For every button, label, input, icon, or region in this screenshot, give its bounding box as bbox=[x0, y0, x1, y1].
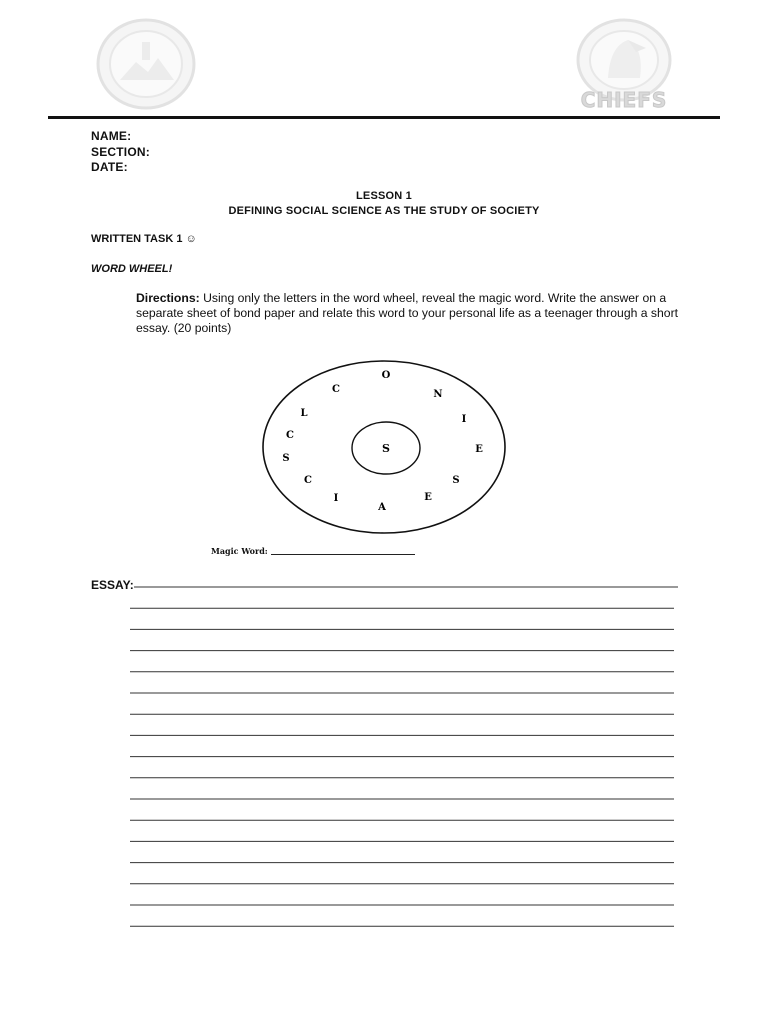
essay-label: ESSAY: bbox=[91, 578, 134, 592]
wheel-letter: L bbox=[300, 408, 308, 419]
wheel-letter: S bbox=[452, 475, 460, 486]
wheel-letter: N bbox=[433, 389, 443, 400]
wheel-letter: E bbox=[424, 492, 432, 503]
lesson-number: LESSON 1 bbox=[355, 190, 412, 202]
wheel-center-letter: S bbox=[382, 442, 390, 455]
magic-word-label: Magic Word: bbox=[211, 546, 268, 556]
wheel-letter: S bbox=[282, 453, 290, 464]
wheel-letter: C bbox=[286, 430, 294, 441]
wheel-letter: I bbox=[461, 414, 467, 425]
wheel-letter: O bbox=[381, 370, 391, 381]
written-task-title: WRITTEN TASK 1 bbox=[91, 233, 183, 245]
smiley-icon: ☺ bbox=[185, 233, 197, 245]
date-field-label: DATE: bbox=[91, 160, 128, 174]
lesson-title: DEFINING SOCIAL SCIENCE AS THE STUDY OF SOCIETY bbox=[228, 205, 540, 217]
wheel-letter: I bbox=[333, 493, 339, 504]
logo-chiefs-wordmark: CHIEFS bbox=[580, 88, 668, 112]
wheel-letter: A bbox=[378, 502, 386, 513]
word-wheel-subtitle: WORD WHEEL! bbox=[91, 263, 173, 275]
wheel-letter: C bbox=[332, 384, 340, 395]
directions-label: Directions: bbox=[136, 291, 200, 305]
wheel-letter: E bbox=[475, 444, 483, 455]
wheel-letter: C bbox=[304, 475, 312, 486]
name-field-label: NAME: bbox=[91, 129, 132, 143]
directions-text: Using only the letters in the word wheel, reveal the magic word. Write the answer on a separate sheet of bond paper and relate this word to your personal life as a teenager through a short essay. (20 points) bbox=[136, 291, 679, 335]
section-field-label: SECTION: bbox=[91, 145, 150, 159]
